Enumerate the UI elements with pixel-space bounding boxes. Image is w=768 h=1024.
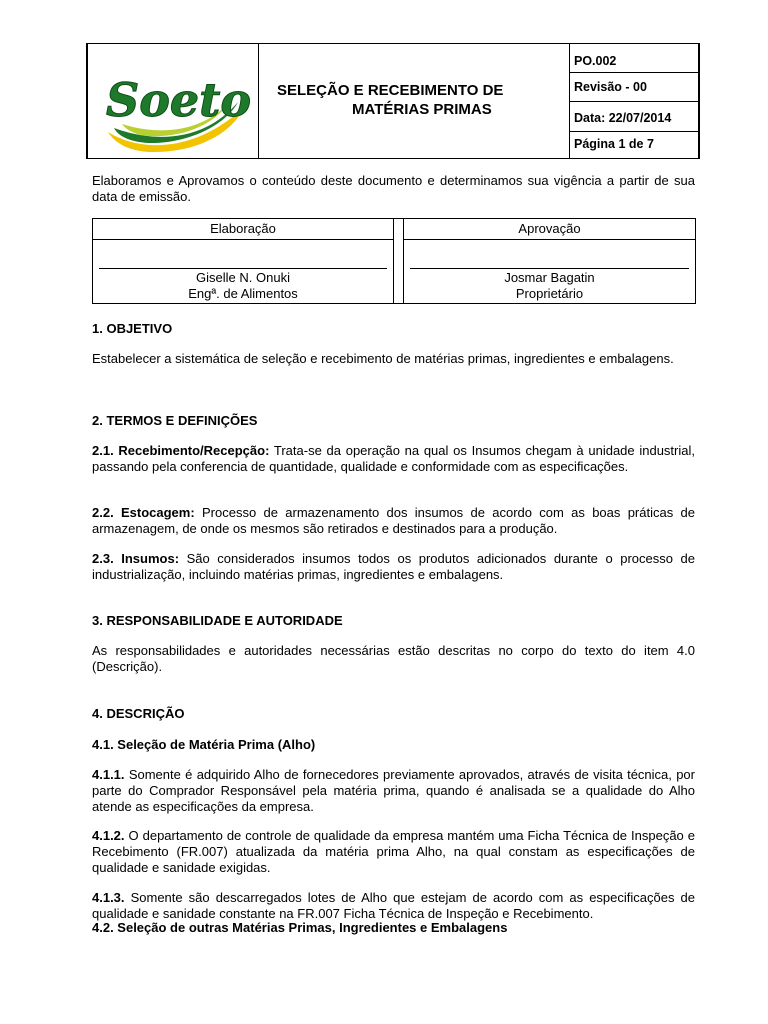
- elaboration-header: Elaboração: [93, 219, 393, 240]
- definition-2-2-label: 2.2. Estocagem:: [92, 505, 195, 520]
- title-line-1: SELEÇÃO E RECEBIMENTO DE: [277, 82, 504, 99]
- definition-2-1-label: 2.1. Recebimento/Recepção:: [92, 443, 270, 458]
- item-4-1-2-text: O departamento de controle de qualidade da empresa mantém uma Ficha Técnica de Inspeção e Recebimento (FR.007) atualizada da matéria prima Alho, na qual constam as especificações de qualidade e sanidade exigidas.: [92, 828, 695, 875]
- subsection-4-1-title: 4.1. Seleção de Matéria Prima (Alho): [92, 737, 316, 752]
- definition-2-3-label: 2.3. Insumos:: [92, 551, 180, 566]
- document-header: [86, 43, 700, 159]
- approval-role: Proprietário: [515, 286, 584, 301]
- document-meta: [570, 44, 698, 158]
- item-4-1-1-label: 4.1.1.: [92, 767, 125, 782]
- document-date: Data: 22/07/2014: [574, 111, 672, 125]
- logo-cell: [88, 44, 259, 158]
- item-4-1-3-label: 4.1.3.: [92, 890, 125, 905]
- approval-signature-line: [410, 268, 689, 269]
- meta-code-cell: [570, 44, 698, 73]
- item-4-1-2: [92, 828, 695, 876]
- item-4-1-1-text: Somente é adquirido Alho de fornecedores previamente aprovados, através de visita técnica, por parte do Comprador Responsável pela matéria prima, quando é analisada se a qualidade do Alho atende as especificações da empresa.: [92, 767, 695, 814]
- elaboration-role: Engª. de Alimentos: [188, 286, 298, 301]
- item-4-1-3: [92, 890, 695, 922]
- subsection-4-2-title: 4.2. Seleção de outras Matérias Primas, Ingredientes e Embalagens: [92, 920, 508, 935]
- approval-column: [404, 219, 695, 303]
- soeto-logo: [88, 44, 258, 158]
- definition-2-3: [92, 551, 695, 583]
- item-4-1-1: [92, 767, 695, 815]
- item-4-1-2-label: 4.1.2.: [92, 828, 125, 843]
- approval-header: Aprovação: [404, 219, 695, 240]
- section-1-text: Estabelecer a sistemática de seleção e recebimento de matérias primas, ingredientes e embalagens.: [92, 351, 674, 366]
- definition-2-1-text: Trata-se da operação na qual os Insumos chegam à unidade industrial, passando pela conferencia de quantidade, qualidade e conformidade com as especificações.: [92, 443, 695, 474]
- title-line-2: MATÉRIAS PRIMAS: [352, 101, 492, 118]
- document-revision: Revisão - 00: [574, 80, 647, 94]
- elaboration-name: Giselle N. Onuki: [196, 270, 290, 285]
- meta-revision-cell: [570, 73, 698, 102]
- elaboration-signature-line: [99, 268, 387, 269]
- meta-date-cell: [570, 102, 698, 132]
- meta-page-cell: [570, 132, 698, 158]
- section-2-title: 2. TERMOS E DEFINIÇÕES: [92, 413, 258, 428]
- definition-2-3-text: São considerados insumos todos os produtos adicionados durante o processo de industrialização, incluindo matérias primas, ingredientes e embalagens.: [92, 551, 696, 582]
- intro-text: Elaboramos e Aprovamos o conteúdo deste documento e determinamos sua vigência a partir de sua data de emissão.: [92, 173, 695, 204]
- definition-2-1: [92, 443, 695, 475]
- section-3-text: As responsabilidades e autoridades necessárias estão descritas no corpo do texto do item 4.0 (Descrição).: [92, 643, 695, 674]
- definition-2-2: [92, 505, 695, 537]
- document-code: PO.002: [574, 54, 617, 68]
- definition-2-2-text: Processo de armazenamento dos insumos de acordo com as boas práticas de armazenagem, de onde os mesmos são retirados e destinados para a produção.: [92, 505, 695, 536]
- elaboration-column: [93, 219, 394, 303]
- svg-text:Soeto: Soeto: [106, 73, 252, 127]
- item-4-1-3-text: Somente são descarregados lotes de Alho que estejam de acordo com as especificações de qualidade e sanidade constante na FR.007 Ficha Técnica de Inspeção e Recebimento.: [92, 890, 695, 921]
- section-3-title: 3. RESPONSABILIDADE E AUTORIDADE: [92, 613, 343, 628]
- column-gap: [393, 219, 404, 303]
- approval-table: [92, 218, 696, 304]
- document-title: [259, 44, 570, 158]
- page-number: Página 1 de 7: [574, 137, 654, 151]
- section-4-title: 4. DESCRIÇÃO: [92, 706, 185, 721]
- section-1-title: 1. OBJETIVO: [92, 321, 173, 336]
- approval-name: Josmar Bagatin: [504, 270, 595, 285]
